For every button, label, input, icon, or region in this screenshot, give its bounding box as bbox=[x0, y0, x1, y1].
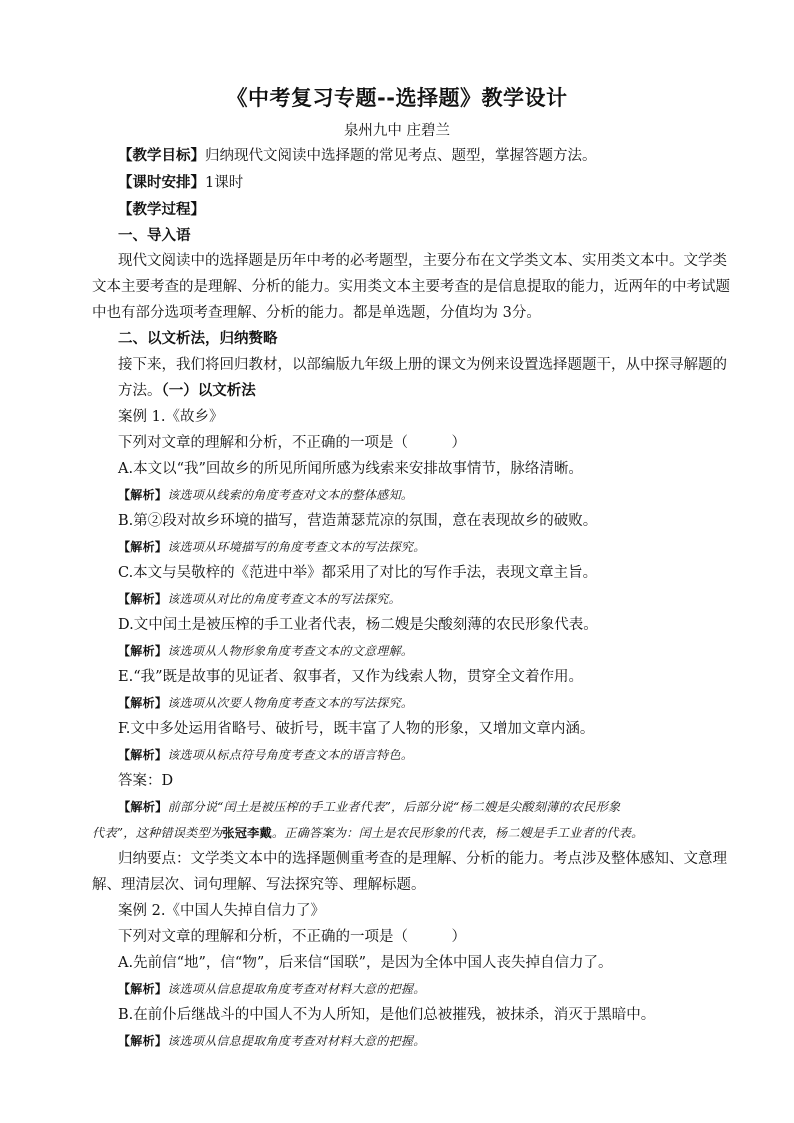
case-1-option-a: A.本文以“我”回故乡的所见所闻所感为线索来安排故事情节，脉络清晰。 bbox=[118, 461, 583, 477]
document-author: 泉州九中 庄碧兰 bbox=[343, 123, 451, 139]
analysis-tag: 【解析】 bbox=[118, 644, 168, 658]
case-2-option-a-note bbox=[118, 980, 426, 998]
analysis-text: 该选项从对比的角度考查文本的写法探究。 bbox=[167, 592, 401, 606]
case-1-option-c-note bbox=[118, 590, 401, 608]
case-1-option-d: D.文中闰土是被压榨的手工业者代表，杨二嫂是尖酸刻薄的农民形象代表。 bbox=[118, 617, 598, 633]
intro-paragraph-line-2: 文本主要考查的是理解、分析的能力。实用类文本主要考查的是信息提取的能力，近两年的中考试题 bbox=[92, 279, 730, 295]
analysis-tag: 【解析】 bbox=[118, 696, 168, 710]
analysis-tag: 【解析】 bbox=[118, 1034, 168, 1048]
case-1-answer: 答案：D bbox=[118, 773, 174, 789]
case-1-option-d-note bbox=[118, 642, 413, 660]
case-1-option-e-note bbox=[118, 694, 413, 712]
case-2-option-b: B.在前仆后继战斗的中国人不为人所知，是他们总被摧残，被抹杀，消灭于黑暗中。 bbox=[118, 1007, 656, 1023]
analysis-text: 。正确答案为：闰土是农民形象的代表，杨二嫂是手工业者的代表。 bbox=[271, 826, 644, 840]
case-2-option-b-note bbox=[118, 1032, 426, 1050]
error-type-emphasis: 张冠李戴 bbox=[222, 826, 272, 840]
class-schedule-label: 【课时安排】 bbox=[118, 175, 205, 191]
case-1-title: 案例 1.《故乡》 bbox=[118, 409, 224, 425]
case-1-option-c: C.本文与吴敬梓的《范进中举》都采用了对比的写作手法，表现文章主旨。 bbox=[118, 565, 598, 581]
section-2-heading: 二、以文析法，归纳赘略 bbox=[118, 331, 278, 347]
analysis-tag: 【解析】 bbox=[118, 800, 168, 814]
summary-line-2: 解、理清层次、词句理解、写法探究等、理解标题。 bbox=[92, 877, 426, 893]
case-1-option-e: E.“我”既是故事的见证者、叙事者，又作为线索人物，贯穿全文着作用。 bbox=[118, 669, 584, 685]
teaching-goal-label: 【教学目标】 bbox=[118, 148, 205, 164]
analysis-text: 该选项从人物形象角度考查文本的文意理解。 bbox=[167, 644, 414, 658]
class-schedule-text: 1课时 bbox=[205, 175, 244, 191]
section-2-paragraph-line-2 bbox=[118, 381, 256, 401]
analysis-tag: 【解析】 bbox=[118, 592, 168, 606]
analysis-text: 前部分说“闰土是被压榨的手工业者代表”，后部分说“杨二嫂是尖酸刻薄的农民形象 bbox=[167, 800, 621, 814]
case-1-option-f: F.文中多处运用省略号、破折号，既丰富了人物的形象，又增加文章内涵。 bbox=[118, 721, 595, 737]
case-1-analysis-line-1 bbox=[118, 798, 620, 816]
analysis-tag: 【解析】 bbox=[118, 540, 168, 554]
case-1-analysis-line-2 bbox=[92, 824, 644, 842]
analysis-text: 该选项从次要人物角度考查文本的写法探究。 bbox=[167, 696, 414, 710]
analysis-text: 该选项从信息提取角度考查对材料大意的把握。 bbox=[167, 1034, 426, 1048]
analysis-tag: 【解析】 bbox=[118, 488, 168, 502]
analysis-text: 该选项从信息提取角度考查对材料大意的把握。 bbox=[167, 982, 426, 996]
analysis-text: 该选项从标点符号角度考查文本的语言特色。 bbox=[167, 748, 414, 762]
case-1-question: 下列对文章的理解和分析，不正确的一项是（ ） bbox=[118, 435, 466, 451]
case-1-option-b-note bbox=[118, 538, 426, 556]
class-schedule-line bbox=[118, 173, 243, 193]
summary-line-1: 归纳要点：文学类文本中的选择题侧重考查的是理解、分析的能力。考点涉及整体感知、文意理 bbox=[118, 851, 727, 867]
case-1-option-a-note bbox=[118, 486, 413, 504]
analysis-text: 该选项从线索的角度考查对文本的整体感知。 bbox=[167, 488, 414, 502]
section-2-paragraph-text: 方法。 bbox=[118, 383, 162, 399]
analysis-tag: 【解析】 bbox=[118, 982, 168, 996]
analysis-text: 该选项从环境描写的角度考查文本的写法探究。 bbox=[167, 540, 426, 554]
section-1-heading: 一、导入语 bbox=[118, 228, 191, 244]
case-1-option-f-note bbox=[118, 746, 413, 764]
section-2-paragraph-line-1: 接下来，我们将回归教材，以部编版九年级上册的课文为例来设置选择题题干，从中探寻解题的 bbox=[118, 357, 727, 373]
teaching-goal-text: 归纳现代文阅读中选择题的常见考点、题型，掌握答题方法。 bbox=[205, 148, 597, 164]
subsection-1-heading: （一）以文析法 bbox=[161, 383, 256, 399]
case-2-title: 案例 2.《中国人失掉自信力了》 bbox=[118, 903, 325, 919]
analysis-tag: 【解析】 bbox=[118, 748, 168, 762]
teaching-process-label: 【教学过程】 bbox=[118, 202, 205, 218]
intro-paragraph-line-3: 中也有部分选项考查理解、分析的能力。都是单选题，分值均为 3分。 bbox=[92, 305, 541, 321]
intro-paragraph-line-1: 现代文阅读中的选择题是历年中考的必考题型，主要分布在文学类文本、实用类文本中。文学类 bbox=[118, 253, 727, 269]
teaching-goal-line bbox=[118, 146, 597, 166]
case-1-option-b: B.第②段对故乡环境的描写，营造萧瑟荒凉的氛围，意在表现故乡的破败。 bbox=[118, 513, 598, 529]
analysis-text: 代表”，这种错误类型为 bbox=[92, 826, 223, 840]
case-2-question: 下列对文章的理解和分析，不正确的一项是（ ） bbox=[118, 929, 466, 945]
document-title: 《中考复习专题--选择题》教学设计 bbox=[226, 86, 568, 110]
case-2-option-a: A.先前信“地”，信“物”，后来信“国联”，是因为全体中国人丧失掉自信力了。 bbox=[118, 955, 613, 971]
